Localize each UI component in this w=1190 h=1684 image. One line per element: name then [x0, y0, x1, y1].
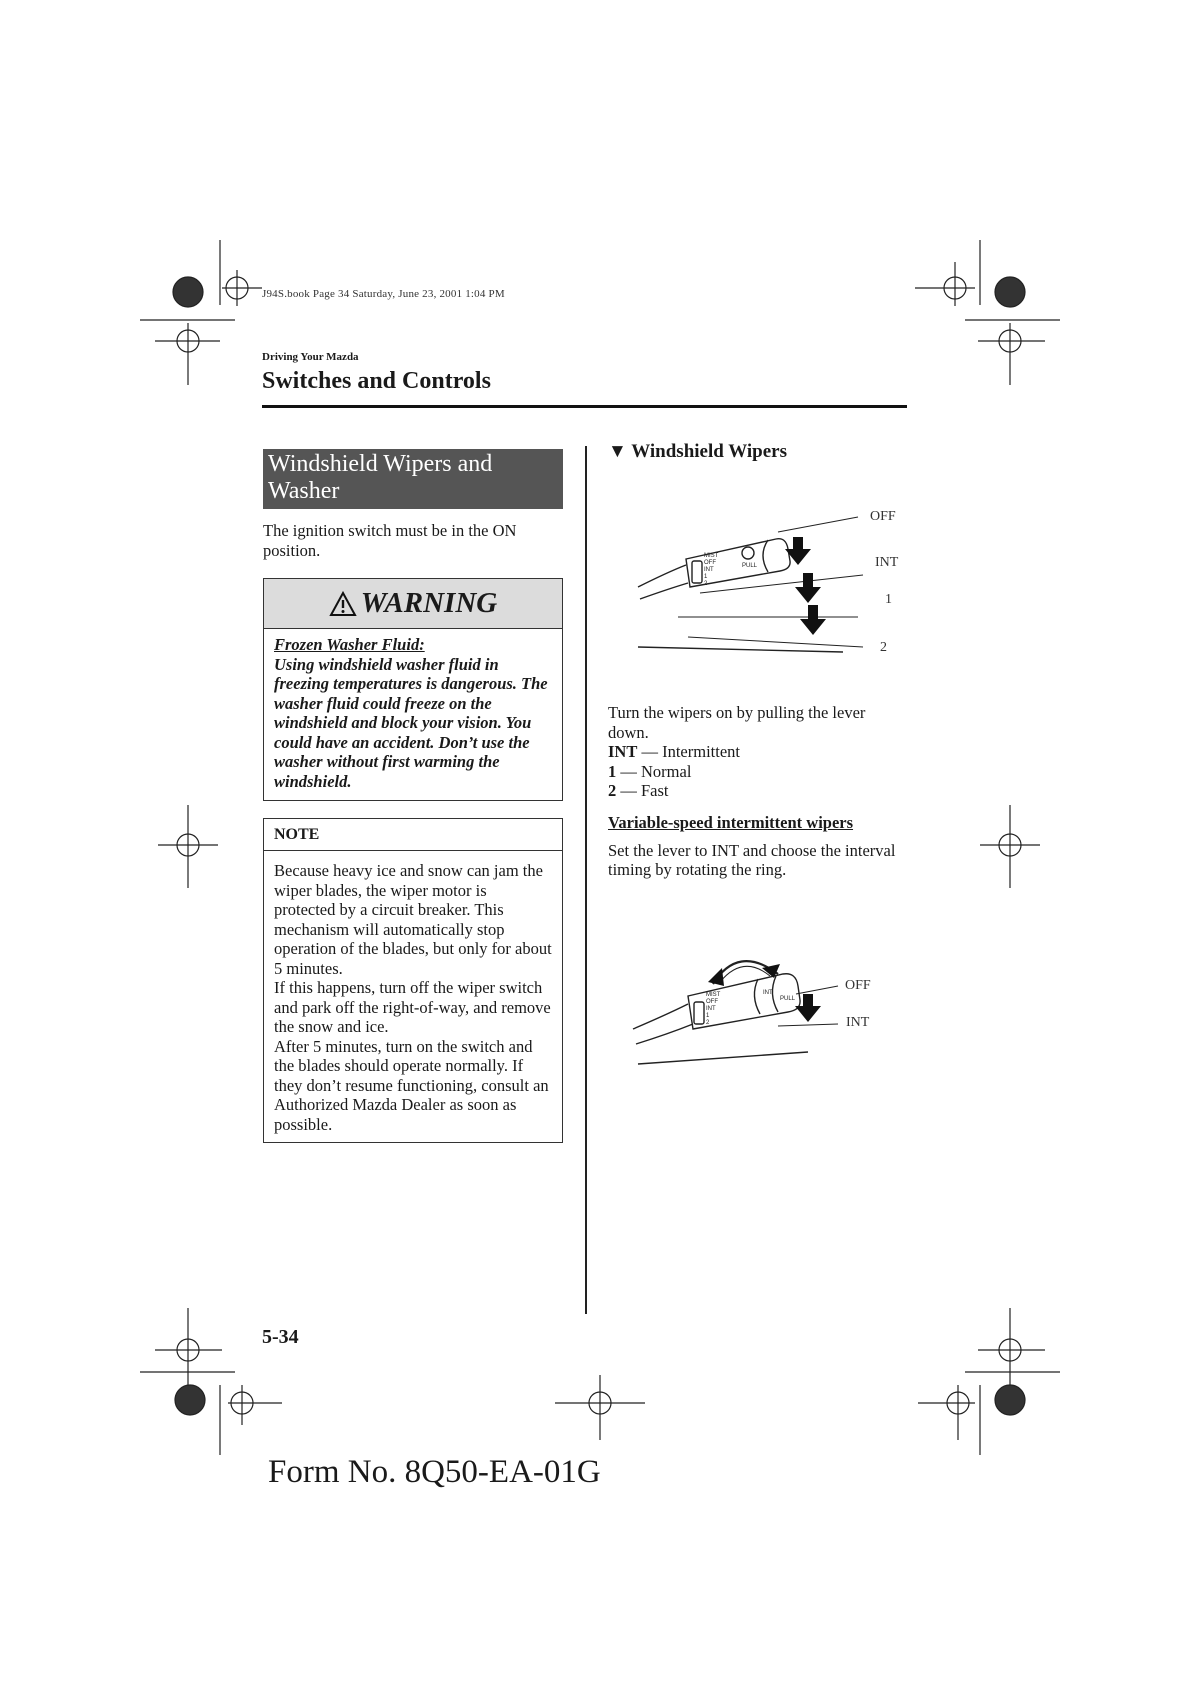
- warning-header: [264, 579, 562, 629]
- page-title: Switches and Controls: [262, 368, 491, 394]
- note-box: [263, 818, 563, 1143]
- wipers-intro: Turn the wipers on by pulling the lever down.: [608, 703, 866, 742]
- mode-int-key: INT: [608, 742, 638, 761]
- wipers-heading: [608, 441, 908, 463]
- mode-1: [608, 762, 908, 782]
- label-off: OFF: [870, 509, 896, 524]
- mode-1-key: 1: [608, 761, 617, 781]
- ring-mist-text: MIST: [706, 991, 721, 998]
- mode-int: [608, 742, 908, 762]
- ring-1-text: 1: [706, 1012, 710, 1019]
- label-2: 2: [880, 640, 887, 655]
- lever-off-text: OFF: [704, 560, 716, 566]
- left-column: [263, 449, 563, 1143]
- wiper-lever-diagram: [608, 477, 908, 667]
- mode-1-desc: — Normal: [620, 761, 692, 781]
- form-number: Form No. 8Q50-EA-01G: [268, 1454, 601, 1490]
- warning-body: [264, 629, 562, 800]
- mode-2: [608, 781, 908, 801]
- section-label: Driving Your Mazda: [262, 351, 359, 363]
- label-int: INT: [875, 555, 899, 570]
- ring-diagram: [608, 934, 908, 1074]
- label-1: 1: [885, 592, 892, 607]
- note-paragraph: Because heavy ice and snow can jam the wiper blades, the wiper motor is protected by a circuit breaker. This mechanism will automatically stop operation of the blades, but only for about 5 minutes.: [274, 861, 552, 978]
- down-triangle-icon: ▼: [608, 441, 627, 462]
- warning-title: WARNING: [360, 587, 498, 619]
- variable-speed-heading: Variable-speed intermittent wipers: [608, 812, 854, 832]
- mode-2-desc: — Fast: [620, 781, 669, 800]
- lever-pull-text: PULL: [742, 563, 758, 569]
- warning-box: [263, 578, 563, 801]
- variable-speed-text: Set the lever to INT and choose the interval timing by rotating the ring.: [608, 840, 896, 879]
- lever-2-text: 2: [704, 581, 708, 587]
- ring-pull-text: PULL: [780, 995, 796, 1002]
- note-paragraph: If this happens, turn off the wiper switch and park off the right-of-way, and remove the snow and ice.: [274, 978, 551, 1036]
- title-rule: [262, 405, 907, 408]
- note-body: [264, 851, 562, 1142]
- wiper-ring-illustration: [608, 934, 908, 1074]
- lever-mist-text: MIST: [704, 553, 719, 559]
- ring-int-text: INT: [706, 1005, 716, 1012]
- intro-text: The ignition switch must be in the ON position.: [263, 521, 517, 560]
- note-title: NOTE: [264, 819, 562, 851]
- warning-text: Using windshield washer fluid in freezing temperatures is dangerous. The washer fluid could freeze on the windshield and block your vision. You could have an accident. Don’t use the washer without first warming the windshield.: [274, 654, 548, 791]
- right-column: [608, 441, 908, 1074]
- section-heading: Windshield Wipers and Washer: [263, 449, 563, 509]
- ring-label-int: INT: [846, 1014, 870, 1030]
- lever-int-text: INT: [704, 567, 714, 573]
- note-paragraph: After 5 minutes, turn on the switch and the blades should operate normally. If they don’t resume functioning, consult an Authorized Mazda Dealer as soon as possible.: [274, 1036, 549, 1134]
- ring-int-marker-text: INT: [763, 989, 773, 996]
- mode-2-key: 2: [608, 781, 617, 800]
- page-number: 5-34: [262, 1326, 299, 1348]
- mode-int-desc: — Intermittent: [641, 742, 740, 761]
- ring-label-off: OFF: [845, 977, 871, 993]
- lever-1-text: 1: [704, 574, 708, 580]
- print-info: J94S.book Page 34 Saturday, June 23, 2001 1:04 PM: [262, 288, 505, 300]
- warning-subtitle: Frozen Washer Fluid:: [274, 635, 425, 654]
- wiper-lever-illustration: [608, 477, 908, 667]
- wipers-heading-text: Windshield Wipers: [631, 441, 787, 462]
- ring-2-text: 2: [706, 1019, 710, 1026]
- warning-triangle-icon: [329, 591, 357, 617]
- column-divider: [585, 446, 587, 1314]
- ring-off-text: OFF: [706, 998, 718, 1005]
